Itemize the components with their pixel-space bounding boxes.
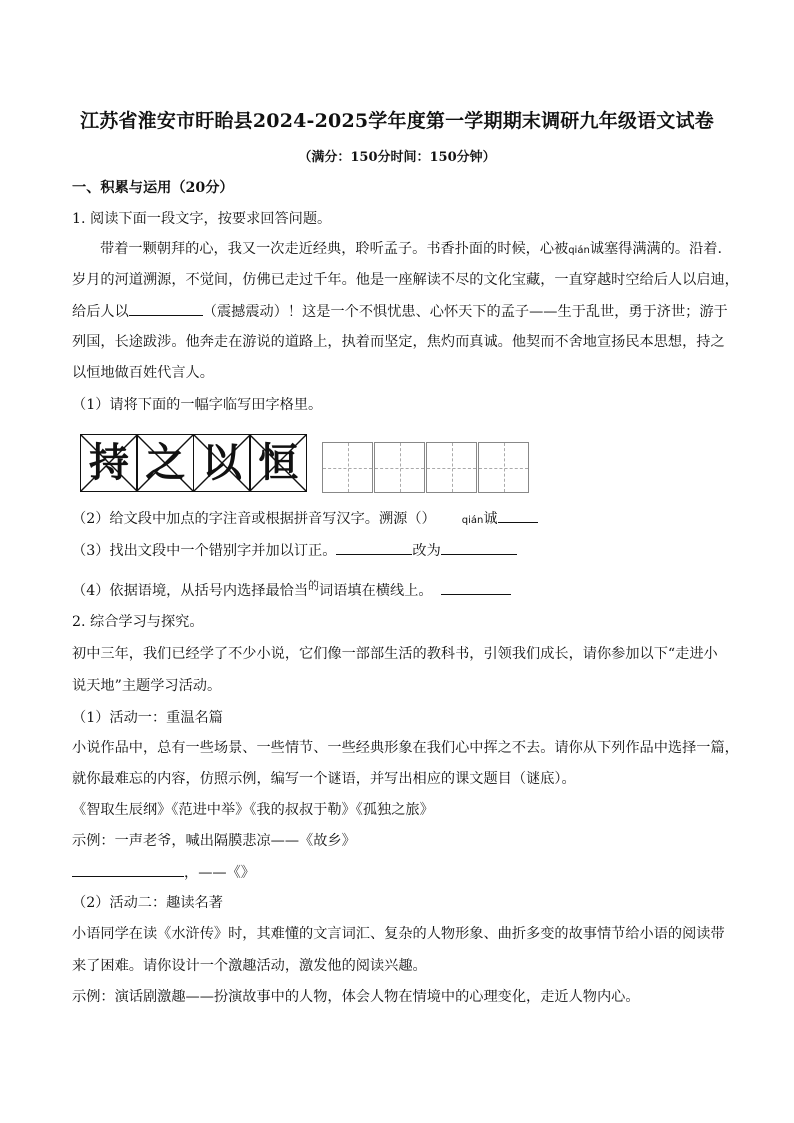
q2-intro-line-1: 初中三年，我们已经学了不少小说，它们像一部部生活的教科书，引领我们成长，请你参加以下“走进小 <box>72 646 718 662</box>
question-1-prompt: 1. 阅读下面一段文字，按要求回答问题。 <box>72 211 332 227</box>
activity-2-heading: （2）活动二：趣读名著 <box>72 895 223 911</box>
subquestion-4 <box>72 576 732 601</box>
tianzige-cell[interactable] <box>374 442 425 493</box>
passage-text: 诚塞得满满的。沿着. <box>589 241 722 257</box>
activity-1-answer-line <box>72 862 732 883</box>
exam-subtitle: （满分：150分时间：150分钟） <box>298 150 496 165</box>
passage-text: （震撼震动）！这是一个不惧忧患、心怀天下的孟子——生于乱世，勇于济世；游于 <box>202 304 728 320</box>
calligraphy-char: 之 <box>145 439 186 486</box>
section-heading: 一、积累与运用（20分） <box>72 180 234 196</box>
activity-1-text-2: 就你最难忘的内容，仿照示例，编写一个谜语，并写出相应的课文题目（谜底）。 <box>72 771 576 787</box>
tianzige-cell[interactable] <box>322 442 373 493</box>
calligraphy-char: 恒 <box>258 439 299 486</box>
subquestion-text: 的 <box>308 579 320 592</box>
tianzige-practice-grid[interactable] <box>322 442 530 493</box>
tianzige-cell[interactable] <box>478 442 529 493</box>
subquestion-text: （4）依据语境，从括号内选择最恰当 <box>72 583 309 599</box>
passage-line-3 <box>72 301 732 322</box>
subquestion-text: 改为 <box>412 543 441 559</box>
calligraphy-cell <box>249 434 307 492</box>
answer-blank[interactable] <box>498 508 538 523</box>
subquestion-3 <box>72 540 732 561</box>
activity-1-text-1: 小说作品中，总有一些场景、一些情节、一些经典形象在我们心中挥之不去。请你从下列作品中选择一篇， <box>72 740 739 756</box>
answer-blank[interactable] <box>441 540 517 555</box>
answer-blank[interactable] <box>336 540 412 555</box>
calligraphy-sample <box>80 434 306 492</box>
answer-blank[interactable] <box>72 862 184 877</box>
subquestion-text: （2）给文段中加点的字注音或根据拼音写汉字。溯源（） <box>72 511 436 527</box>
calligraphy-char: 以 <box>201 439 242 486</box>
passage-line-4: 列国，长途跋涉。他奔走在游说的道路上，执着而坚定，焦灼而真诚。他契而不舍地宣扬民本思想，持之 <box>72 334 725 350</box>
activity-2-example: 示例：演话剧激趣——扮演故事中的人物，体会人物在情境中的心理变化，走近人物内心。 <box>72 989 640 1005</box>
passage-text: 带着一颗朝拜的心，我又一次走近经典，聆听孟子。书香扑面的时候，心被 <box>100 241 569 257</box>
tianzige-cell[interactable] <box>426 442 477 493</box>
calligraphy-char: 持 <box>89 439 129 486</box>
answer-tail: ，——《》 <box>184 865 255 881</box>
calligraphy-cell <box>80 434 138 492</box>
calligraphy-cell <box>136 434 194 492</box>
q2-intro-line-2: 说天地”主题学习活动。 <box>72 678 222 694</box>
passage-line-5: 以恒地做百姓代言人。 <box>72 365 214 381</box>
pinyin-qian: qián <box>461 515 484 526</box>
subquestion-text: （3）找出文段中一个错别字并加以订正。 <box>72 543 337 559</box>
subquestion-2 <box>72 508 732 531</box>
calligraphy-cell <box>193 434 251 492</box>
activity-1-heading: （1）活动一：重温名篇 <box>72 710 223 726</box>
subquestion-text: 诚 <box>483 511 498 527</box>
activity-2-text-2: 来了困难。请你设计一个激趣活动，激发他的阅读兴趣。 <box>72 958 427 974</box>
exam-title: 江苏省淮安市盱眙县2024-2025学年度第一学期期末调研九年级语文试卷 <box>80 110 714 132</box>
activity-1-example: 示例：一声老爷，喊出隔膜悲凉——《故乡》 <box>72 833 356 849</box>
answer-blank[interactable] <box>441 580 511 595</box>
subquestion-text: 词语填在横线上。 <box>319 583 433 599</box>
passage-line-1 <box>100 239 760 261</box>
passage-text: 给后人以 <box>72 304 129 320</box>
works-list: 《智取生辰纲》《范进中举》《我的叔叔于勒》《孤独之旅》 <box>72 802 434 818</box>
answer-blank[interactable] <box>129 301 203 316</box>
question-2-prompt: 2. 综合学习与探究。 <box>72 614 204 630</box>
passage-line-2: 岁月的河道溯源，不觉间，仿佛已走过千年。他是一座解读不尽的文化宝藏，一直穿越时空给后人以启迪， <box>72 272 739 288</box>
subquestion-1: （1）请将下面的一幅字临写田字格里。 <box>72 397 323 413</box>
activity-2-text-1: 小语同学在读《水浒传》时，其难懂的文言词汇、复杂的人物形象、曲折多变的故事情节给小语的阅读带 <box>72 926 725 942</box>
pinyin-qian: qián <box>568 245 590 256</box>
